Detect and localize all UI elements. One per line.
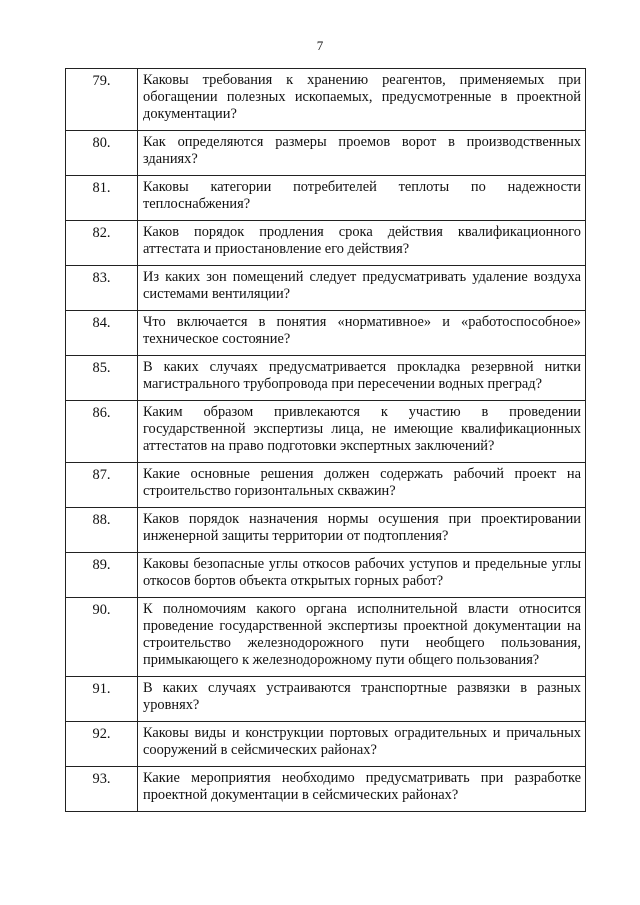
question-text: Каковы виды и конструкции портовых оградительных и причальных сооружений в сейсмических районах? [138, 722, 586, 767]
table-row [66, 553, 586, 598]
question-number: 85. [66, 356, 138, 401]
question-text: Из каких зон помещений следует предусматривать удаление воздуха системами вентиляции? [138, 266, 586, 311]
question-text: Каковы категории потребителей теплоты по надежности теплоснабжения? [138, 176, 586, 221]
question-number: 84. [66, 311, 138, 356]
question-number: 83. [66, 266, 138, 311]
question-number: 91. [66, 677, 138, 722]
table-row [66, 311, 586, 356]
table-row [66, 677, 586, 722]
page-number: 7 [316, 38, 324, 53]
question-number: 87. [66, 463, 138, 508]
question-text: К полномочиям какого органа исполнительной власти относится проведение государственной экспертизы проектной документации на строительство железнодорожного пути необщего пользования, примыкающего к железнодорожному пути общего пользования? [138, 598, 586, 677]
question-text: Какие основные решения должен содержать рабочий проект на строительство горизонтальных скважин? [138, 463, 586, 508]
question-text: Каковы безопасные углы откосов рабочих уступов и предельные углы откосов бортов объекта открытых горных работ? [138, 553, 586, 598]
table-row [66, 266, 586, 311]
question-text: Каковы требования к хранению реагентов, применяемых при обогащении полезных ископаемых, предусмотренные в проектной документации? [138, 69, 586, 131]
question-text: В каких случаях устраиваются транспортные развязки в разных уровнях? [138, 677, 586, 722]
table-row [66, 69, 586, 131]
questions-table [65, 68, 586, 812]
question-number: 92. [66, 722, 138, 767]
question-text: Какие мероприятия необходимо предусматривать при разработке проектной документации в сейсмических районах? [138, 767, 586, 812]
table-row [66, 131, 586, 176]
question-number: 88. [66, 508, 138, 553]
question-number: 80. [66, 131, 138, 176]
question-number: 82. [66, 221, 138, 266]
table-row [66, 401, 586, 463]
question-number: 90. [66, 598, 138, 677]
question-number: 81. [66, 176, 138, 221]
question-number: 89. [66, 553, 138, 598]
table-row [66, 767, 586, 812]
question-text: Каким образом привлекаются к участию в проведении государственной экспертизы лица, не имеющие квалификационных аттестатов на право подготовки экспертных заключений? [138, 401, 586, 463]
table-row [66, 463, 586, 508]
question-text: В каких случаях предусматривается прокладка резервной нитки магистрального трубопровода при пересечении водных преград? [138, 356, 586, 401]
question-number: 93. [66, 767, 138, 812]
question-number: 86. [66, 401, 138, 463]
table-row [66, 598, 586, 677]
table-row [66, 356, 586, 401]
table-row [66, 722, 586, 767]
question-text: Каков порядок продления срока действия квалификационного аттестата и приостановление его действия? [138, 221, 586, 266]
table-row [66, 508, 586, 553]
question-text: Что включается в понятия «нормативное» и «работоспособное» техническое состояние? [138, 311, 586, 356]
table-row [66, 221, 586, 266]
question-number: 79. [66, 69, 138, 131]
question-text: Как определяются размеры проемов ворот в производственных зданиях? [138, 131, 586, 176]
table-row [66, 176, 586, 221]
question-text: Каков порядок назначения нормы осушения при проектировании инженерной защиты территории от подтопления? [138, 508, 586, 553]
